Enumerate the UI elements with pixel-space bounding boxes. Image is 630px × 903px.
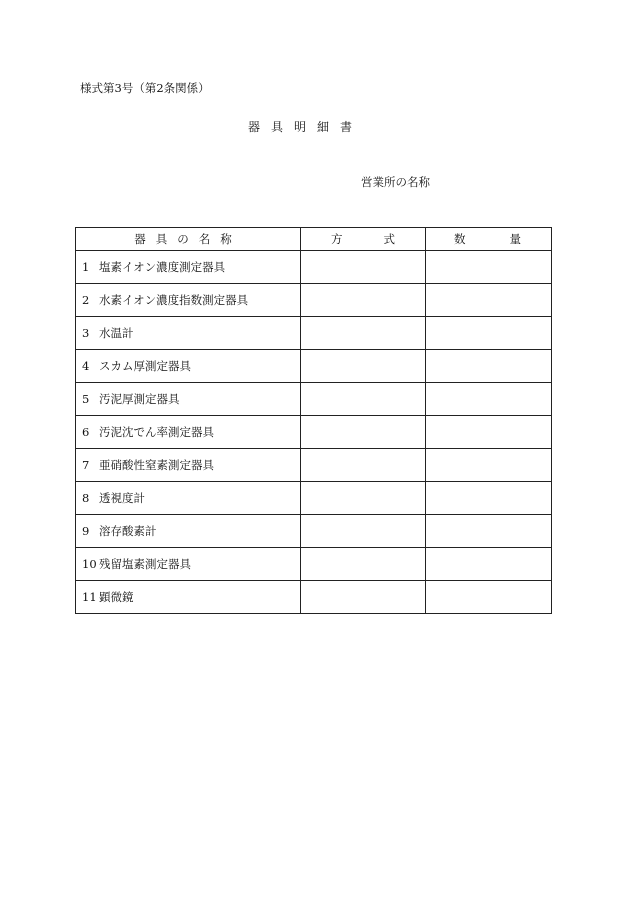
office-name-label: 営業所の名称: [361, 175, 430, 189]
table-row: [76, 548, 552, 581]
header-equipment-name: 器具の名称: [76, 228, 301, 251]
equipment-name-cell: [76, 581, 301, 614]
quantity-cell: [426, 581, 552, 614]
equipment-name: 汚泥厚測定器具: [99, 392, 180, 406]
quantity-cell: [426, 251, 552, 284]
equipment-name: スカム厚測定器具: [99, 359, 191, 373]
method-cell: [301, 449, 426, 482]
form-number: 様式第3号（第2条関係）: [80, 81, 210, 95]
quantity-cell: [426, 317, 552, 350]
equipment-name-cell: [76, 284, 301, 317]
row-number: 11: [82, 590, 97, 604]
row-number: 2: [82, 293, 90, 307]
table-row: [76, 449, 552, 482]
equipment-name: 透視度計: [99, 491, 145, 505]
method-cell: [301, 581, 426, 614]
row-number: 1: [82, 260, 90, 274]
equipment-name: 亜硝酸性窒素測定器具: [99, 458, 214, 472]
equipment-table: [75, 227, 552, 614]
table-row: [76, 581, 552, 614]
method-cell: [301, 317, 426, 350]
equipment-name-cell: [76, 548, 301, 581]
table-row: [76, 284, 552, 317]
equipment-name: 塩素イオン濃度測定器具: [99, 260, 226, 274]
quantity-cell: [426, 383, 552, 416]
method-cell: [301, 350, 426, 383]
row-number: 9: [82, 524, 90, 538]
row-number: 4: [82, 359, 90, 373]
equipment-name: 残留塩素測定器具: [99, 557, 191, 571]
quantity-cell: [426, 548, 552, 581]
quantity-cell: [426, 482, 552, 515]
table-row: [76, 317, 552, 350]
method-cell: [301, 251, 426, 284]
equipment-name-cell: [76, 515, 301, 548]
equipment-name-cell: [76, 449, 301, 482]
equipment-name-cell: [76, 251, 301, 284]
method-cell: [301, 416, 426, 449]
quantity-cell: [426, 449, 552, 482]
equipment-name-cell: [76, 350, 301, 383]
row-number: 7: [82, 458, 90, 472]
equipment-name-cell: [76, 482, 301, 515]
header-quantity: 数 量: [426, 228, 552, 251]
method-cell: [301, 548, 426, 581]
table-header-row: [76, 228, 552, 251]
quantity-cell: [426, 515, 552, 548]
table-row: [76, 383, 552, 416]
quantity-cell: [426, 350, 552, 383]
table-row: [76, 482, 552, 515]
document-title: 器具明細書: [248, 120, 364, 134]
method-cell: [301, 482, 426, 515]
table-row: [76, 350, 552, 383]
method-cell: [301, 383, 426, 416]
method-cell: [301, 284, 426, 317]
quantity-cell: [426, 284, 552, 317]
equipment-name: 顕微鏡: [99, 590, 134, 604]
equipment-name: 水素イオン濃度指数測定器具: [99, 293, 249, 307]
header-method: 方 式: [301, 228, 426, 251]
table-row: [76, 515, 552, 548]
row-number: 6: [82, 425, 90, 439]
row-number: 3: [82, 326, 90, 340]
equipment-name: 汚泥沈でん率測定器具: [99, 425, 214, 439]
table-row: [76, 416, 552, 449]
table-row: [76, 251, 552, 284]
row-number: 5: [82, 392, 90, 406]
method-cell: [301, 515, 426, 548]
equipment-name-cell: [76, 383, 301, 416]
row-number: 10: [82, 557, 97, 571]
equipment-name: 溶存酸素計: [99, 524, 157, 538]
equipment-name-cell: [76, 317, 301, 350]
equipment-name: 水温計: [99, 326, 134, 340]
equipment-name-cell: [76, 416, 301, 449]
quantity-cell: [426, 416, 552, 449]
row-number: 8: [82, 491, 90, 505]
